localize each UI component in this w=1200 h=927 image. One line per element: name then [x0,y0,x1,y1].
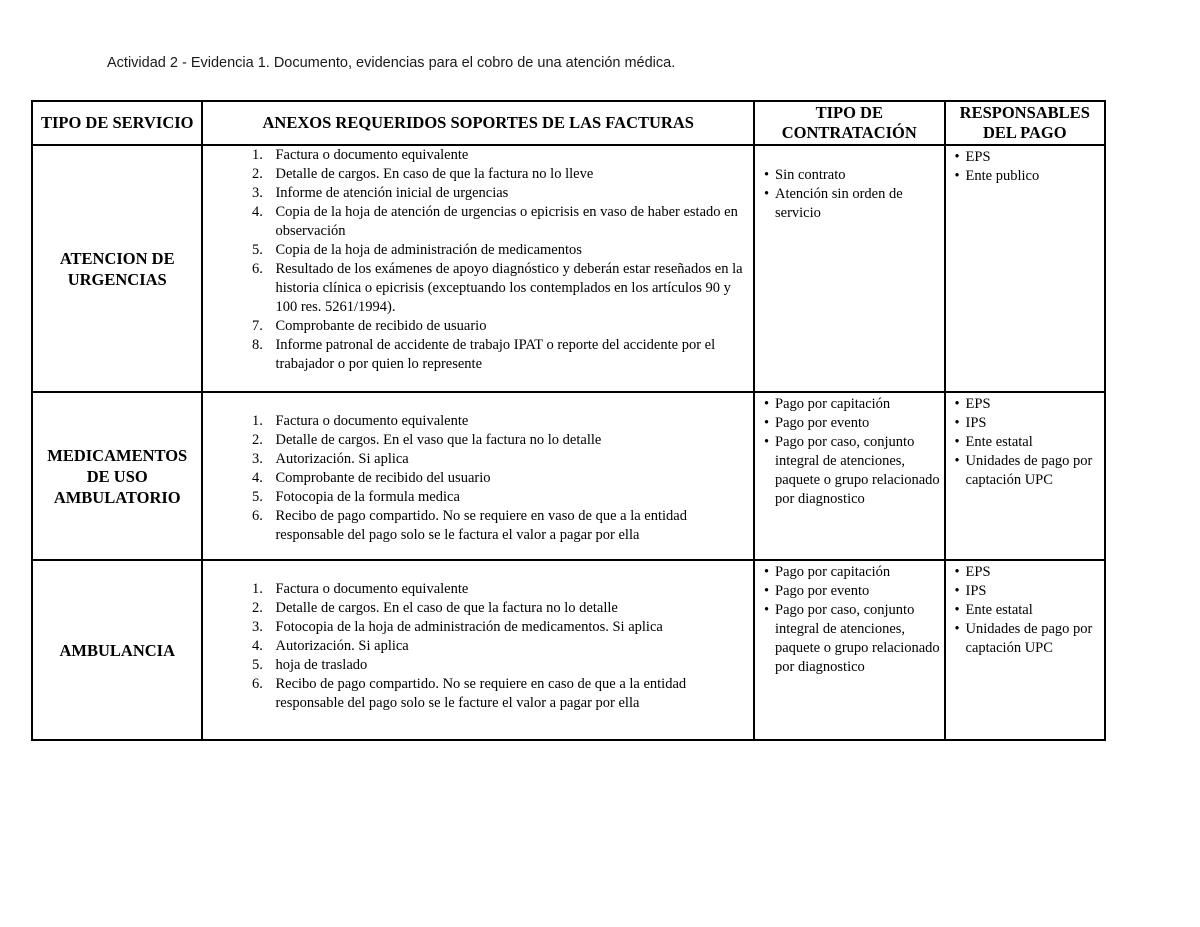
list-item: • Unidades de pago por captación UPC [966,452,1104,490]
list-item: • Pago por evento [775,582,944,601]
list-item: • EPS [966,148,1104,167]
list-item: • Ente estatal [966,601,1104,620]
list-item: • EPS [966,395,1104,414]
list-item: • IPS [966,414,1104,433]
contracting-list [755,563,944,677]
list-item: 5. hoja de traslado [266,656,753,675]
table-row [32,392,1105,560]
payers-cell [945,560,1105,740]
list-item: • Pago por capitación [775,395,944,414]
list-item: • Ente publico [966,167,1104,186]
annex-list [203,580,753,713]
table-row [32,560,1105,740]
list-item: • Ente estatal [966,433,1104,452]
header-responsables: RESPONSABLES DEL PAGO [945,101,1105,145]
list-item: 4. Comprobante de recibido del usuario [266,469,753,488]
service-name: AMBULANCIA [32,560,202,740]
list-item: 4. Copia de la hoja de atención de urgencias o epicrisis en vaso de haber estado en observación [266,203,753,241]
document-title: Actividad 2 - Evidencia 1. Documento, evidencias para el cobro de una atención médica. [107,55,676,71]
list-item: 3. Informe de atención inicial de urgencias [266,184,753,203]
list-item: • IPS [966,582,1104,601]
payers-list [946,148,1104,186]
payers-cell [945,145,1105,392]
list-item: 1. Factura o documento equivalente [266,412,753,431]
annex-cell [202,145,754,392]
list-item: • Pago por evento [775,414,944,433]
list-item: • Unidades de pago por captación UPC [966,620,1104,658]
table-row [32,145,1105,392]
payers-list [946,563,1104,658]
list-item: • Sin contrato [775,166,944,185]
service-name: MEDICAMENTOS DE USO AMBULATORIO [32,392,202,560]
list-item: 5. Fotocopia de la formula medica [266,488,753,507]
list-item: 8. Informe patronal de accidente de trabajo IPAT o reporte del accidente por el trabajador o por quien lo represente [266,336,753,374]
list-item: 2. Detalle de cargos. En el caso de que la factura no lo detalle [266,599,753,618]
annex-list [203,412,753,545]
annex-cell [202,392,754,560]
list-item: 6. Recibo de pago compartido. No se requiere en vaso de que a la entidad responsable del pago solo se le factura el valor a pagar por ella [266,507,753,545]
list-item: 3. Fotocopia de la hoja de administración de medicamentos. Si aplica [266,618,753,637]
contracting-list [755,395,944,509]
list-item: 2. Detalle de cargos. En caso de que la factura no lo lleve [266,165,753,184]
payers-cell [945,392,1105,560]
list-item: 2. Detalle de cargos. En el vaso que la factura no lo detalle [266,431,753,450]
contracting-list [755,166,944,223]
header-anexos: ANEXOS REQUERIDOS SOPORTES DE LAS FACTURAS [202,101,754,145]
list-item: • EPS [966,563,1104,582]
annex-list [203,146,753,374]
list-item: • Pago por capitación [775,563,944,582]
list-item: • Pago por caso, conjunto integral de atenciones, paquete o grupo relacionado por diagnostico [775,433,944,509]
annex-cell [202,560,754,740]
header-tipo-servicio: TIPO DE SERVICIO [32,101,202,145]
billing-requirements-table [31,100,1106,741]
table-header-row [32,101,1105,145]
list-item: 6. Recibo de pago compartido. No se requiere en caso de que a la entidad responsable del pago solo se le facture el valor a pagar por ella [266,675,753,713]
list-item: 5. Copia de la hoja de administración de medicamentos [266,241,753,260]
list-item: 6. Resultado de los exámenes de apoyo diagnóstico y deberán estar reseñados en la historia clínica o epicrisis (exceptuando los contemplados en los artículos 90 y 100 res. 5261/1994). [266,260,753,317]
list-item: 7. Comprobante de recibido de usuario [266,317,753,336]
contracting-cell [754,145,945,392]
contracting-cell [754,392,945,560]
header-tipo-contratacion: TIPO DE CONTRATACIÓN [754,101,945,145]
list-item: • Pago por caso, conjunto integral de atenciones, paquete o grupo relacionado por diagnostico [775,601,944,677]
payers-list [946,395,1104,490]
list-item: 4. Autorización. Si aplica [266,637,753,656]
list-item: 1. Factura o documento equivalente [266,580,753,599]
list-item: • Atención sin orden de servicio [775,185,944,223]
list-item: 3. Autorización. Si aplica [266,450,753,469]
service-name: ATENCION DE URGENCIAS [32,145,202,392]
contracting-cell [754,560,945,740]
list-item: 1. Factura o documento equivalente [266,146,753,165]
